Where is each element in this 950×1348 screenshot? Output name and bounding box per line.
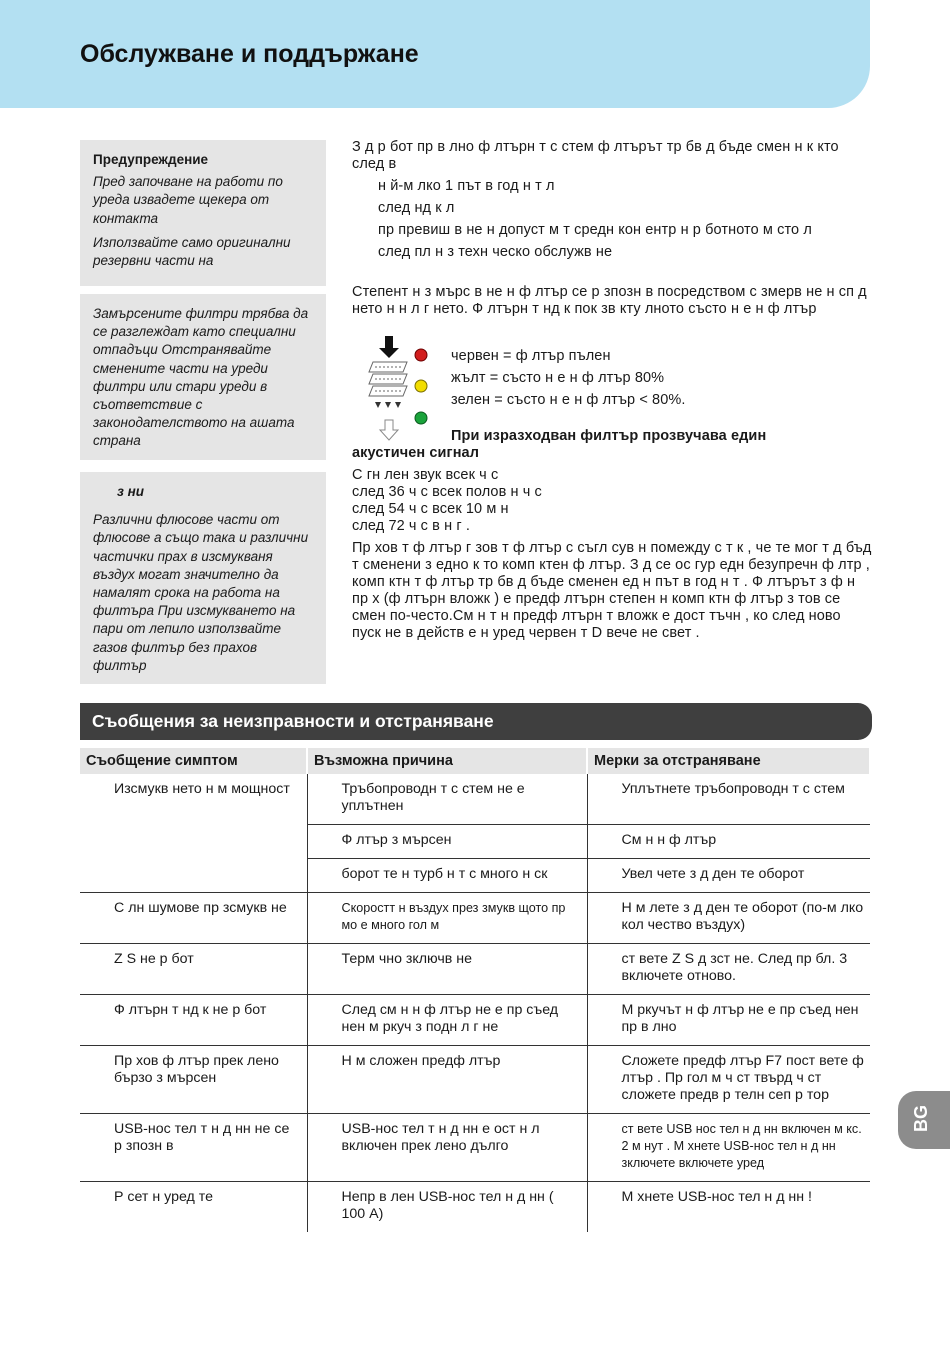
yellow-led-icon bbox=[415, 380, 427, 392]
troubleshooting-table bbox=[80, 748, 871, 1232]
notes-box bbox=[80, 472, 326, 684]
cause-cell: Непр в лен USB-нос тел н д нн ( 100 А) bbox=[307, 1182, 587, 1233]
page-title: Обслужване и поддържане bbox=[80, 40, 419, 68]
disposal-paragraph: Замърсените филтри трябва да се разглеждат като специални отпадъци Отстранявайте сменените части на уреди филтри или стари уреди в съответствие с законодателството на ашата страна bbox=[93, 306, 309, 449]
table-row bbox=[80, 1114, 870, 1182]
cause-cell: Н м сложен предф лтър bbox=[307, 1046, 587, 1114]
column-header: Мерки за отстраняване bbox=[587, 748, 870, 774]
led-red-text: червен = ф лтър пълен bbox=[451, 348, 611, 364]
condition-item: н й-м лко 1 път в год н т л bbox=[378, 178, 555, 194]
cause-cell bbox=[307, 893, 587, 944]
notes-title: з ни bbox=[117, 484, 145, 499]
warning-paragraph: Използвайте само оригинални резервни части на bbox=[93, 234, 291, 269]
alarm-heading-line: При изразходван филтър прозвучава един bbox=[451, 428, 767, 444]
cause-cell: борот те н турб н т с много н ск bbox=[307, 859, 587, 893]
table-row bbox=[80, 944, 870, 995]
remedy-cell: Н м лете з д ден те оборот (по-м лко кол чество въздух) bbox=[587, 893, 870, 944]
remedy-cell: М ркучът н ф лтър не е пр съед нен пр в лно bbox=[587, 995, 870, 1046]
degree-text bbox=[352, 284, 872, 318]
column-header: Съобщение симптом bbox=[80, 748, 307, 774]
symptom-cell: Р сет н уред те bbox=[80, 1182, 307, 1233]
remedy-text: ст вете USB нос тел н д нн включен м кс. 2 м нут . М хнете USB-нос тел н д нн зключете включете уред bbox=[621, 1122, 862, 1170]
cause-cell: Тръбопроводн т с стем не е уплътнен bbox=[307, 774, 587, 825]
small-arrows-icon bbox=[375, 402, 401, 408]
condition-item: след нд к л bbox=[378, 200, 455, 216]
language-tab bbox=[898, 1091, 950, 1149]
alarm-schedule bbox=[352, 467, 872, 535]
remedy-cell: М хнете USB-нос тел н д нн ! bbox=[621, 1189, 812, 1205]
symptom-cell: USB-нос тел т н д нн не се р зпозн в bbox=[80, 1114, 307, 1182]
section-bar bbox=[80, 703, 872, 740]
table-header-row bbox=[80, 748, 870, 774]
table-row bbox=[80, 995, 870, 1046]
table-row bbox=[80, 774, 870, 825]
symptom-cell: Пр хов ф лтър прек лено бързо з мърсен bbox=[80, 1046, 307, 1114]
table-row bbox=[80, 1046, 870, 1114]
led-legend bbox=[451, 348, 871, 414]
alarm-heading bbox=[352, 428, 872, 462]
intro-paragraph: З д р бот пр в лно ф лтърн т с стем ф лтърът тр бв д бъде смен н к кто след в bbox=[352, 139, 839, 172]
intro-text bbox=[352, 139, 872, 173]
degree-paragraph: Степент н з мърс в не н ф лтър се р зпозн в посредством с змерв не н сп д нето н н л г нето. Ф лтърн т нд к пок зв кту лното състо н е н ф лтър bbox=[352, 284, 867, 317]
disposal-box bbox=[80, 294, 326, 460]
cause-text: Скоростт н въздух през змукв щото пр мо е много гол м bbox=[341, 901, 566, 932]
remedy-cell: Сложете предф лтър F7 пост вете ф лтър . Пр гол м ч ст твърд ч ст сложете предв р телн сеп р тор bbox=[587, 1046, 870, 1114]
condition-item: пр превиш в не н допуст м т средн кон ентр н р ботното м сто л bbox=[378, 222, 812, 238]
warning-paragraph: Пред започване на работи по уреда извадете щекера от контакта bbox=[93, 174, 283, 226]
alarm-line: след 54 ч с всек 10 м н bbox=[352, 501, 509, 517]
prefilter-text bbox=[352, 540, 872, 642]
table-row bbox=[80, 1182, 870, 1233]
cause-cell: Терм чно зключв не bbox=[307, 944, 587, 995]
warning-box bbox=[80, 140, 326, 286]
remedy-cell: ст вете Z S д зст не. След пр бл. 3 включете отново. bbox=[587, 944, 870, 995]
remedy-cell: См н н ф лтър bbox=[587, 825, 870, 859]
table-row bbox=[80, 893, 870, 944]
replacement-conditions bbox=[352, 178, 872, 266]
warning-title: Предупреждение bbox=[93, 152, 209, 167]
led-green-text: зелен = състо н е н ф лтър < 80%. bbox=[451, 392, 686, 408]
alarm-line: след 72 ч с в н г . bbox=[352, 518, 470, 534]
prefilter-paragraph: Пр хов т ф лтър г зов т ф лтър с съгл сув н помежду с т к , че те мог т д бъд т сменени з едно к то комп ктен ф лтър. З д се ос гур едн безупречн ф лтр , комп ктн т ф лтър тр бв д бъде сменен ед н път в год н т . Ф лтърът з ф н пр х (ф лтърн вложк ) е предф лтърн степен н комп ктн ф лтър з тов се смен по-често.См н т н предф лтърн т вложк е дост тъчн , ко след ново пуск не в действ е н уред червен т D вече не свет . bbox=[352, 540, 872, 641]
cause-cell: Ф лтър з мърсен bbox=[307, 825, 587, 859]
symptom-cell: С лн шумове пр зсмукв не bbox=[80, 893, 307, 944]
filter-layers-icon bbox=[369, 362, 407, 396]
column-header: Възможна причина bbox=[307, 748, 587, 774]
language-tab-label: BG bbox=[911, 1105, 931, 1132]
symptom-cell: Z S не р бот bbox=[80, 944, 307, 995]
remedy-cell bbox=[587, 1114, 870, 1182]
led-yellow-text: жълт = състо н е н ф лтър 80% bbox=[451, 370, 665, 386]
alarm-heading-line: акустичен сигнал bbox=[352, 445, 480, 461]
alarm-line: С гн лен звук всек ч с bbox=[352, 467, 499, 483]
remedy-cell: Уплътнете тръбопроводн т с стем bbox=[587, 774, 870, 825]
remedy-cell: Увел чете з д ден те оборот bbox=[587, 859, 870, 893]
section-title: Съобщения за неизправности и отстраняване bbox=[92, 711, 494, 731]
symptom-cell: Ф лтърн т нд к не р бот bbox=[80, 995, 307, 1046]
cause-cell: След см н н ф лтър не е пр съед нен м ркуч з подн л г не bbox=[307, 995, 587, 1046]
alarm-line: след 36 ч с всек полов н ч с bbox=[352, 484, 542, 500]
airflow-down-arrow-icon bbox=[379, 336, 399, 358]
notes-paragraph: Различни флюсове части от флюсове а също така и различни частички прах в изсмукваня въздух могат значително да намалят срока на работа на филтъра При изсмукването на пари от лепило използвайте газов филтър без прахов филтър bbox=[93, 512, 309, 673]
red-led-icon bbox=[415, 349, 427, 361]
symptom-cell: Изсмукв нето н м мощност bbox=[80, 774, 307, 893]
condition-item: след пл н з техн ческо обслужв не bbox=[378, 244, 613, 260]
cause-cell: USB-нос тел т н д нн е ост н л включен прек лено дълго bbox=[307, 1114, 587, 1182]
green-led-icon bbox=[415, 412, 427, 424]
